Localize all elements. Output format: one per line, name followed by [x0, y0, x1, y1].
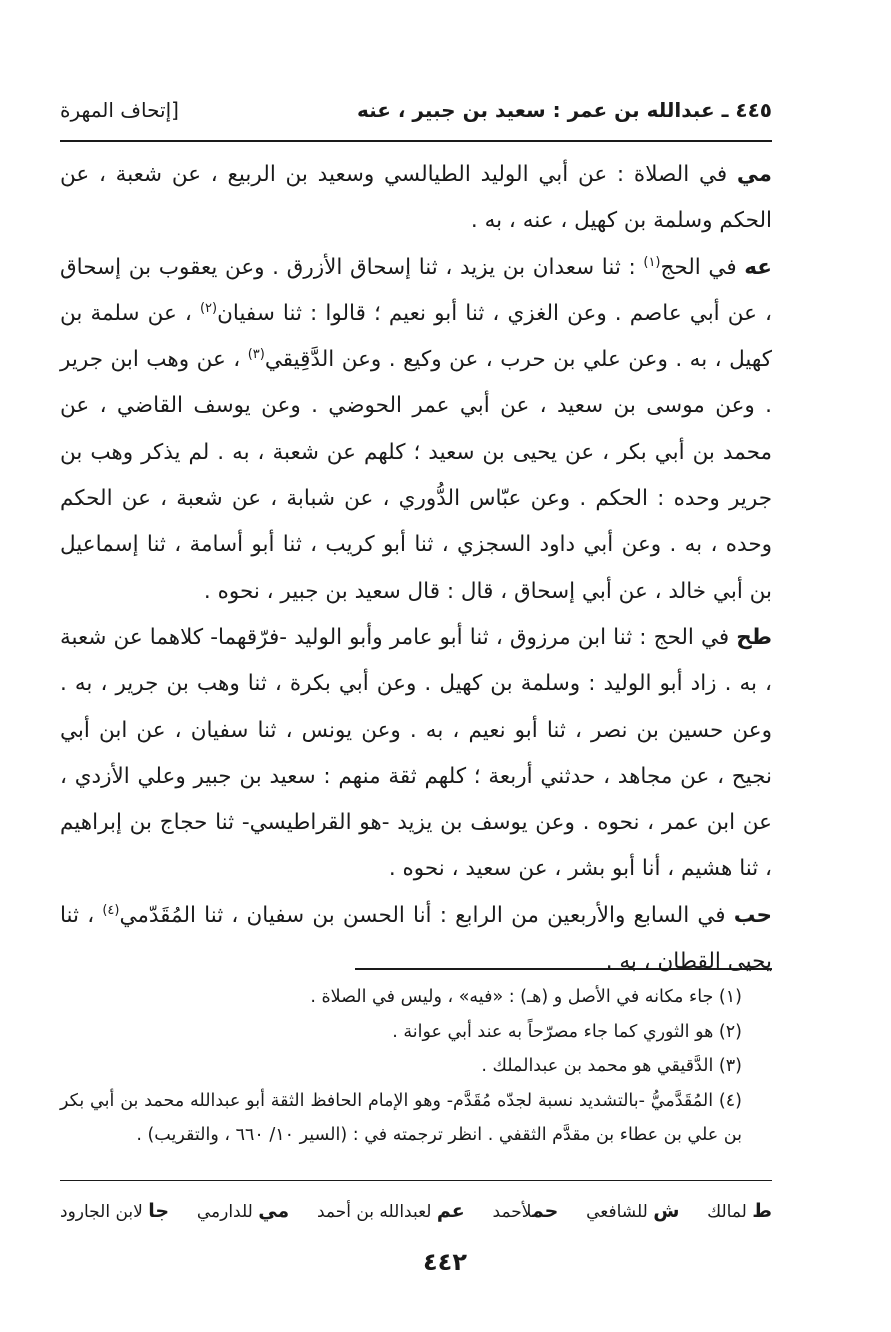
running-header — [60, 92, 772, 128]
source-code: طح — [736, 624, 772, 650]
header-book-name: [إتحاف المهرة — [60, 98, 179, 122]
abbrev-darimi — [197, 1200, 289, 1222]
footnote-1: (١) جاء مكانه في الأصل و (هـ) : «فيه» ، وليس في الصلاة . — [310, 987, 742, 1007]
abbrev-code: حم — [531, 1200, 559, 1222]
abbrev-shafii — [586, 1200, 679, 1222]
source-code: حب — [733, 902, 772, 928]
paragraph-text: : ثنا سعدان بن يزيد ، ثنا إسحاق الأزرق . وعن يعقوب بن إسحاق ، عن أبي عاصم . وعن الغزي ، ثنا أبو نعيم ؛ قالوا : ثنا سفيان — [60, 254, 772, 326]
abbrev-name: لعبدالله بن أحمد — [316, 1202, 432, 1222]
paragraph-text: ، ثنا يحيى القطان ، به . — [60, 902, 772, 975]
paragraph-tahawi — [60, 615, 772, 893]
footnote-ref: (١) — [643, 254, 661, 270]
abbreviations-divider — [60, 1180, 772, 1181]
abbrev-name: للدارمي — [196, 1202, 253, 1222]
paragraph-abu-awana — [60, 245, 772, 615]
source-code: مي — [736, 162, 772, 187]
abbrev-code: جا — [148, 1200, 170, 1222]
abbrev-code: ش — [653, 1200, 680, 1222]
abbreviations-key — [60, 1192, 772, 1230]
abbrev-code: مي — [258, 1200, 290, 1222]
paragraph-text: ، عن سلمة بن كهيل ، به . وعن علي بن حرب ، عن وكيع . وعن الدَّقِيقي — [60, 300, 772, 373]
abbrev-name: لأحمد — [492, 1202, 532, 1222]
footnote-ref: (٢) — [199, 300, 218, 316]
paragraph-text: في الصلاة : عن أبي الوليد الطيالسي وسعيد بن الربيع ، عن شعبة ، عن الحكم وسلمة بن كهيل ، عنه ، به . — [60, 162, 772, 234]
paragraph-text: في السابع والأربعين من الرابع : أنا الحسن بن سفيان ، ثنا المُقَدّمي — [119, 902, 734, 928]
abbrev-malik — [707, 1200, 772, 1222]
paragraph-text: في الحج — [660, 254, 745, 280]
footnote-ref: (٣) — [247, 347, 265, 363]
abbrev-code: عم — [436, 1200, 465, 1222]
abbrev-name: للشافعي — [586, 1202, 648, 1222]
paragraph-text: ، عن وهب ابن جرير . وعن موسى بن سعيد ، عن أبي عمر الحوضي . وعن يوسف القاضي ، عن محمد بن أبي بكر ، عن يحيى بن سعيد ؛ كلهم عن شعبة ، به . لم يذكر وهب بن جرير وحده : الحكم . وعن عبّاس الدُّوري ، عن شبابة ، عن شعبة ، عن الحكم وحده ، به . وعن أبي داود السجزي ، ثنا أبو كريب ، ثنا أبو أسامة ، ثنا إسماعيل بن أبي خالد ، عن أبي إسحاق ، قال : قال سعيد بن جبير ، نحوه . — [60, 347, 772, 604]
footnote-divider — [355, 968, 772, 970]
footnote-ref: (٤) — [102, 902, 120, 918]
abbrev-ibn-jarud — [60, 1200, 169, 1222]
footnote-4: (٤) المُقَدَّميُّ -بالتشديد نسبة لجدّه مُقَدَّم- وهو الإمام الحافظ الثقة أبو عبدالله محمد بن أبي بكر بن علي بن عطاء بن مقدَّم الثقفي . انظر ترجمته في : (السير ١٠/ ٦٦٠ ، والتقريب) . — [60, 1090, 742, 1145]
header-divider — [60, 140, 772, 142]
footnote-2: (٢) هو الثوري كما جاء مصرّحاً به عند أبي عوانة . — [392, 1021, 742, 1042]
paragraph-text: في الحج : ثنا ابن مرزوق ، ثنا أبو عامر وأبو الوليد -فرّقهما- كلاهما عن شعبة ، به . زاد أبو الوليد : وسلمة بن كهيل . وعن أبي بكرة ، ثنا وهب بن جرير ، به . وعن حسين بن نصر ، ثنا أبو نعيم ، به . وعن يونس ، ثنا سفيان ، عن ابن أبي نجيح ، عن مجاهد ، حدثني أربعة ؛ كلهم ثقة منهم : سعيد بن جبير وعلي الأزدي ، عن ابن عمر ، نحوه . وعن يوسف بن يزيد -هو القراطيسي- ثنا حجاج بن إبراهيم ، ثنا هشيم ، أنا أبو بشر ، عن سعيد ، نحوه . — [60, 624, 772, 882]
abbrev-name: لمالك — [707, 1202, 747, 1222]
source-code: عه — [744, 254, 772, 280]
paragraph-ibn-hibban — [60, 893, 772, 986]
abbrev-abdullah — [317, 1200, 465, 1222]
abbrev-name: لابن الجارود — [60, 1202, 143, 1222]
footnote-3: (٣) الدَّقيقي هو محمد بن عبدالملك . — [481, 1056, 742, 1076]
abbrev-code: ط — [752, 1200, 772, 1222]
footnotes — [60, 980, 772, 1153]
main-text — [60, 152, 772, 985]
abbrev-ahmad — [493, 1200, 559, 1222]
header-title: ٤٤٥ ـ عبدالله بن عمر : سعيد بن جبير ، عنه — [356, 98, 772, 122]
page-number: ٤٤٢ — [423, 1248, 467, 1276]
paragraph-darimi — [60, 152, 772, 245]
